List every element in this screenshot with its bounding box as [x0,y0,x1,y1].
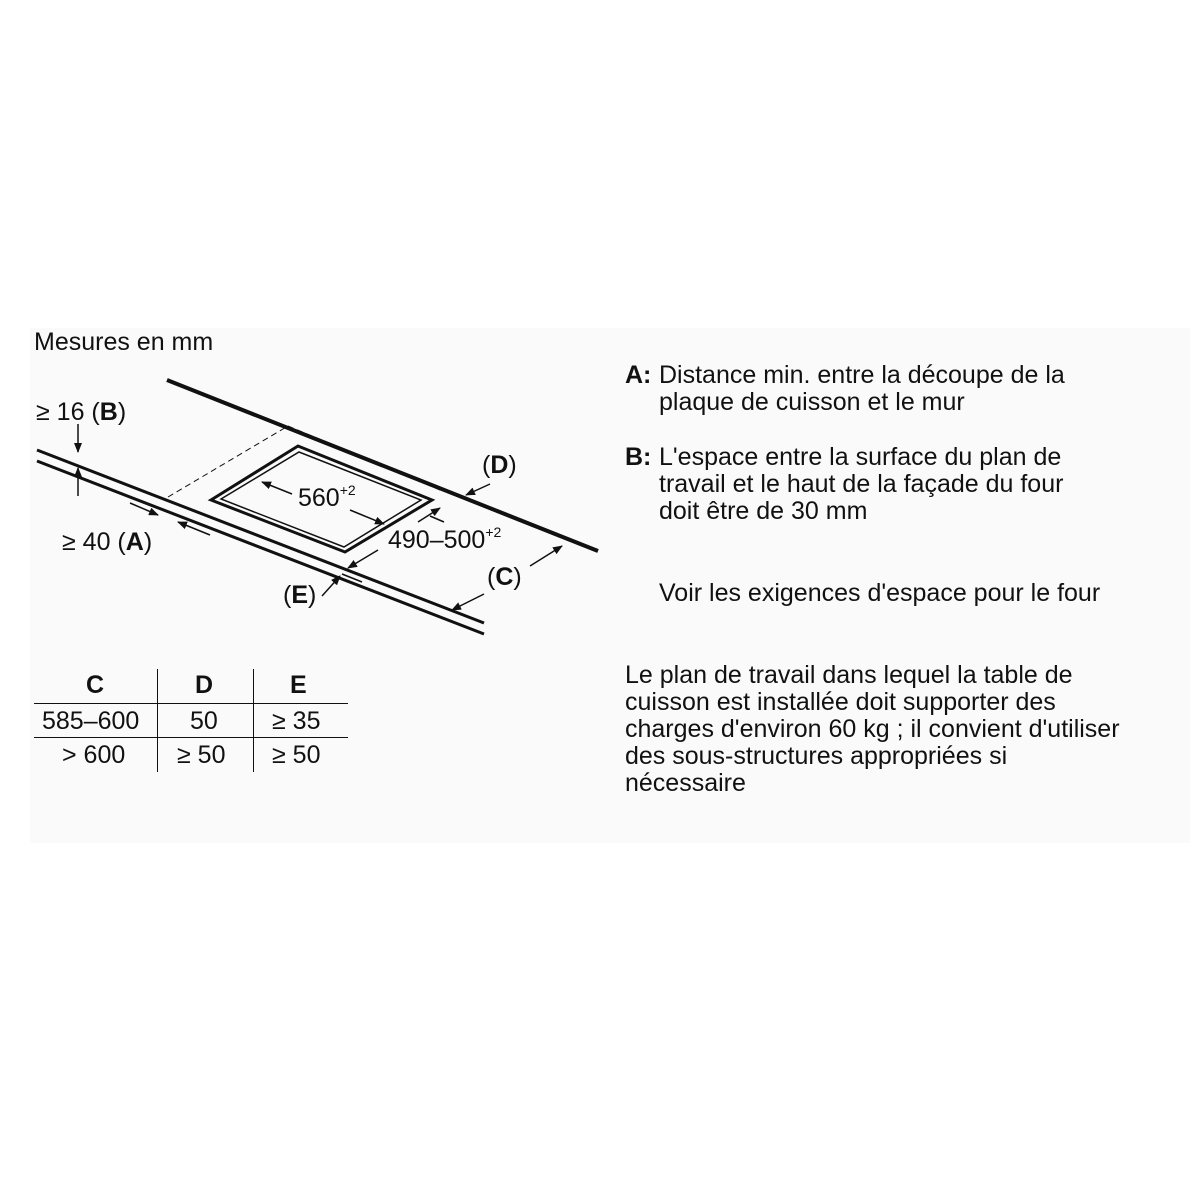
dim-560-arrow-right [350,510,384,524]
table-header-d: D [195,671,214,699]
table-cell: > 600 [62,741,126,769]
dim-a-arrow-2 [178,522,210,535]
legend-key-b: B: [625,443,652,471]
table-header-e: E [290,671,307,699]
label-d: (D) [482,451,517,479]
load-note: des sous-structures appropriées si [625,742,1008,770]
legend-text: travail et le haut de la façade du four [659,470,1064,498]
table-divider [34,737,348,738]
page-title: Mesures en mm [34,328,214,356]
wall-reference-line-2 [288,426,440,490]
label-c: (C) [487,563,522,591]
load-note: charges d'environ 60 kg ; il convient d'utiliser [625,715,1120,743]
dim-e-arrow [322,576,340,596]
table-divider [253,669,254,772]
legend-text: doit être de 30 mm [659,497,868,525]
label-cutout-depth: $490-500^{+2}$ [388,524,502,554]
legend-key-a: A: [625,361,652,389]
load-note: nécessaire [625,769,746,797]
label-e: (E) [283,581,317,609]
dim-c-arrow-1 [452,594,484,610]
wall-reference-line [168,426,288,497]
load-note: cuisson est installée doit supporter des [625,688,1056,716]
label-a: ≥ 40 (A) [62,528,153,556]
dim-depth-arrow-2 [418,508,440,522]
legend-text: Distance min. entre la découpe de la [659,361,1065,389]
label-b: ≥ 16 (B) [36,398,127,426]
load-note: Le plan de travail dans lequel la table de [625,661,1073,689]
dim-d-arrow [466,484,490,495]
table-cell: ≥ 35 [272,707,321,735]
dim-c-arrow-2 [530,546,562,566]
table-divider [34,703,348,704]
oven-note: Voir les exigences d'espace pour le four [659,579,1101,607]
table-cell: 585–600 [42,707,140,735]
legend-text: plaque de cuisson et le mur [659,388,965,416]
table-cell: ≥ 50 [177,741,226,769]
table-header-c: C [86,671,105,699]
dim-depth-tick [430,516,444,522]
dim-depth-arrow-1 [348,550,378,568]
table-cell: 50 [190,707,218,735]
dim-560-arrow-left [262,482,292,494]
table-divider [157,669,158,772]
legend-text: L'espace entre la surface du plan de [659,443,1062,471]
label-cutout-width: $560^{+2}$ [298,482,356,512]
table-cell: ≥ 50 [272,741,321,769]
